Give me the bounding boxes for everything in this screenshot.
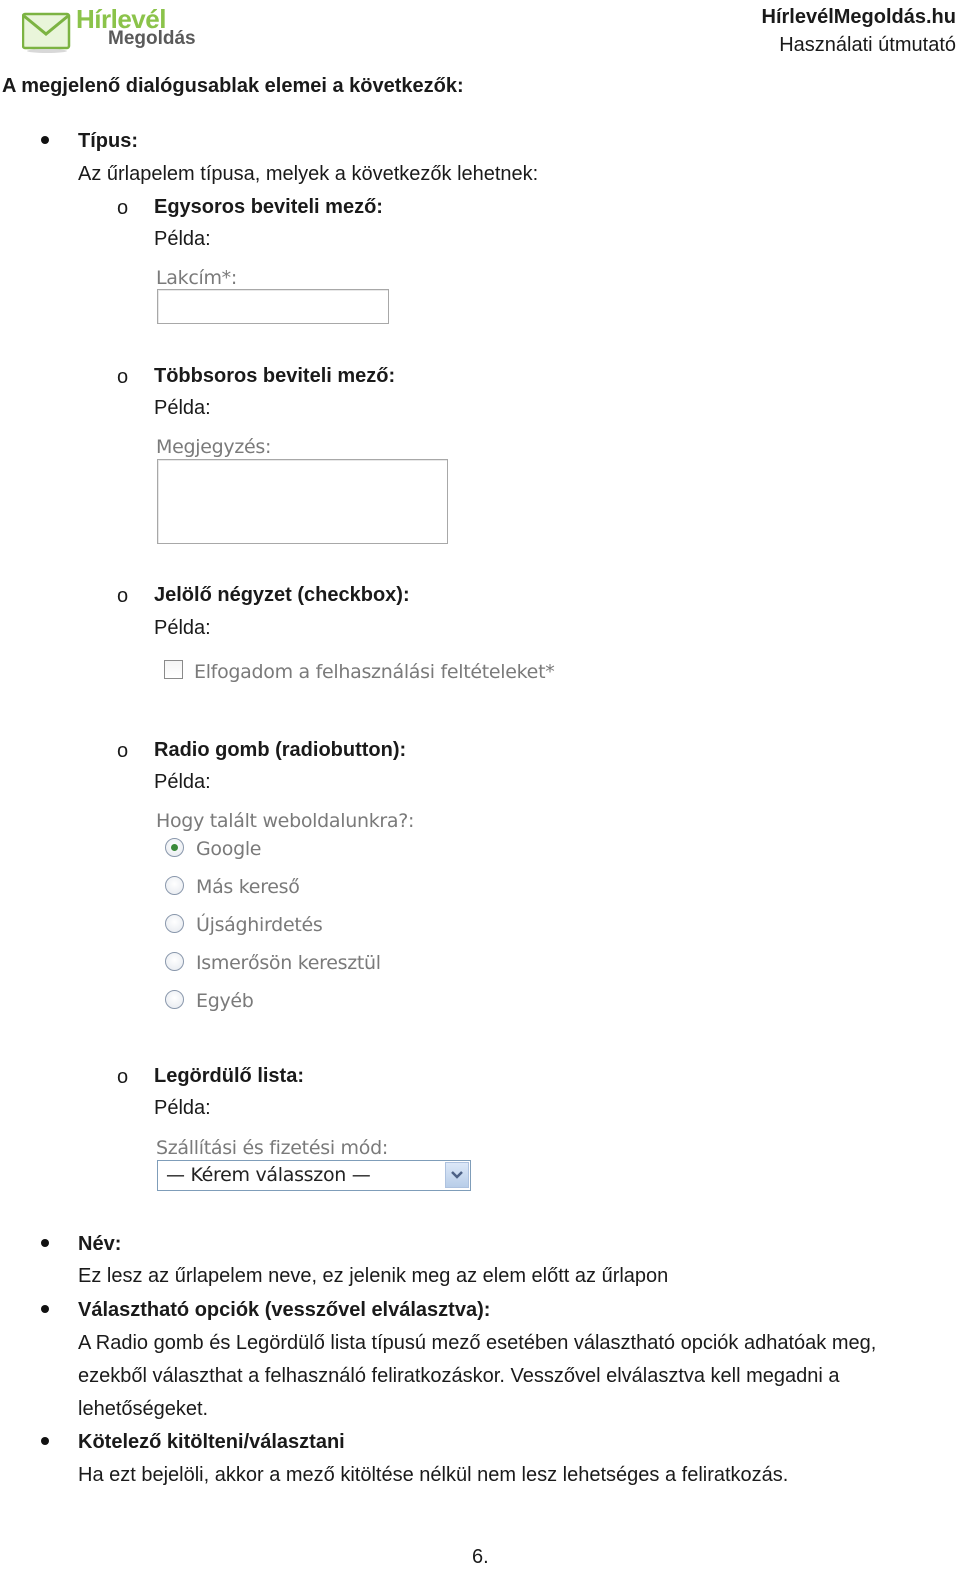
single-field-label: Lakcím*: [156,267,237,289]
single-line-title: Egysoros beviteli mező: [154,196,383,218]
radio-button-egyeb[interactable] [165,990,184,1009]
select-dropdown-button[interactable] [445,1162,469,1188]
shipping-select[interactable] [157,1160,471,1191]
envelope-icon [22,10,72,54]
nev-desc: Ez lesz az űrlapelem neve, ez jelenik meg az elem előtt az űrlapon [78,1265,669,1287]
sub-bullet: o [117,1066,129,1088]
logo-title: Hírlevél [76,4,166,34]
sub-bullet: o [117,740,129,762]
bullet [41,1305,49,1313]
sub-bullet: o [117,197,129,219]
tipus-desc: Az űrlapelem típusa, melyek a következők lehetnek: [78,163,539,185]
single-line-input[interactable] [157,289,389,324]
chevron-down-icon [446,1163,468,1187]
radio-option-label: Ismerősön keresztül [196,952,381,974]
intro-heading: A megjelenő dialógusablak elemei a következők: [2,75,464,97]
opciok-desc-line: A Radio gomb és Legördülő lista típusú mező esetében választható opciók adhatóak meg, [78,1332,877,1354]
radio-button-google[interactable] [165,838,184,857]
bullet [41,136,49,144]
select-value: — Kérem válasszon — [166,1164,371,1186]
multi-field-label: Megjegyzés: [156,436,272,458]
example-label: Példa: [154,1097,211,1119]
radio-option-label: Újsághirdetés [196,914,323,936]
opciok-desc-line: lehetőségeket. [78,1398,209,1420]
logo-subtitle: Megoldás [108,28,196,49]
checkbox-field-label: Elfogadom a felhasználási feltételeket* [194,661,555,683]
page-number: 6. [472,1546,489,1568]
checkbox-title: Jelölő négyzet (checkbox): [154,584,410,606]
radio-field-label: Hogy talált weboldalunkra?: [156,810,415,832]
select-field-label: Szállítási és fizetési mód: [156,1137,388,1159]
bullet [41,1437,49,1445]
radio-option-label: Egyéb [196,990,254,1012]
example-label: Példa: [154,397,211,419]
radio-button-mas-kereso[interactable] [165,876,184,895]
kotelezo-desc: Ha ezt bejelöli, akkor a mező kitöltése nélkül nem lesz lehetséges a feliratkozás. [78,1464,789,1486]
nev-title: Név: [78,1233,122,1255]
radio-option-label: Google [196,838,262,860]
example-label: Példa: [154,771,211,793]
tipus-title: Típus: [78,130,138,152]
select-title: Legördülő lista: [154,1065,304,1087]
example-label: Példa: [154,228,211,250]
radio-title: Radio gomb (radiobutton): [154,739,407,761]
example-label: Példa: [154,617,211,639]
kotelezo-title: Kötelező kitölteni/választani [78,1431,345,1453]
sub-bullet: o [117,366,129,388]
terms-checkbox[interactable] [164,660,183,679]
multi-line-textarea[interactable] [157,459,448,544]
radio-option-label: Más kereső [196,876,300,898]
bullet [41,1239,49,1247]
site-name: HírlevélMegoldás.hu [761,6,956,28]
radio-button-ujsaghirdetes[interactable] [165,914,184,933]
multi-line-title: Többsoros beviteli mező: [154,365,396,387]
sub-bullet: o [117,585,129,607]
opciok-desc-line: ezekből választhat a felhasználó feliratkozáskor. Vesszővel elválasztva kell megadni a [78,1365,840,1387]
radio-button-ismeroson[interactable] [165,952,184,971]
opciok-title: Választható opciók (vesszővel elválasztva): [78,1299,491,1321]
guide-title: Használati útmutató [779,34,956,56]
